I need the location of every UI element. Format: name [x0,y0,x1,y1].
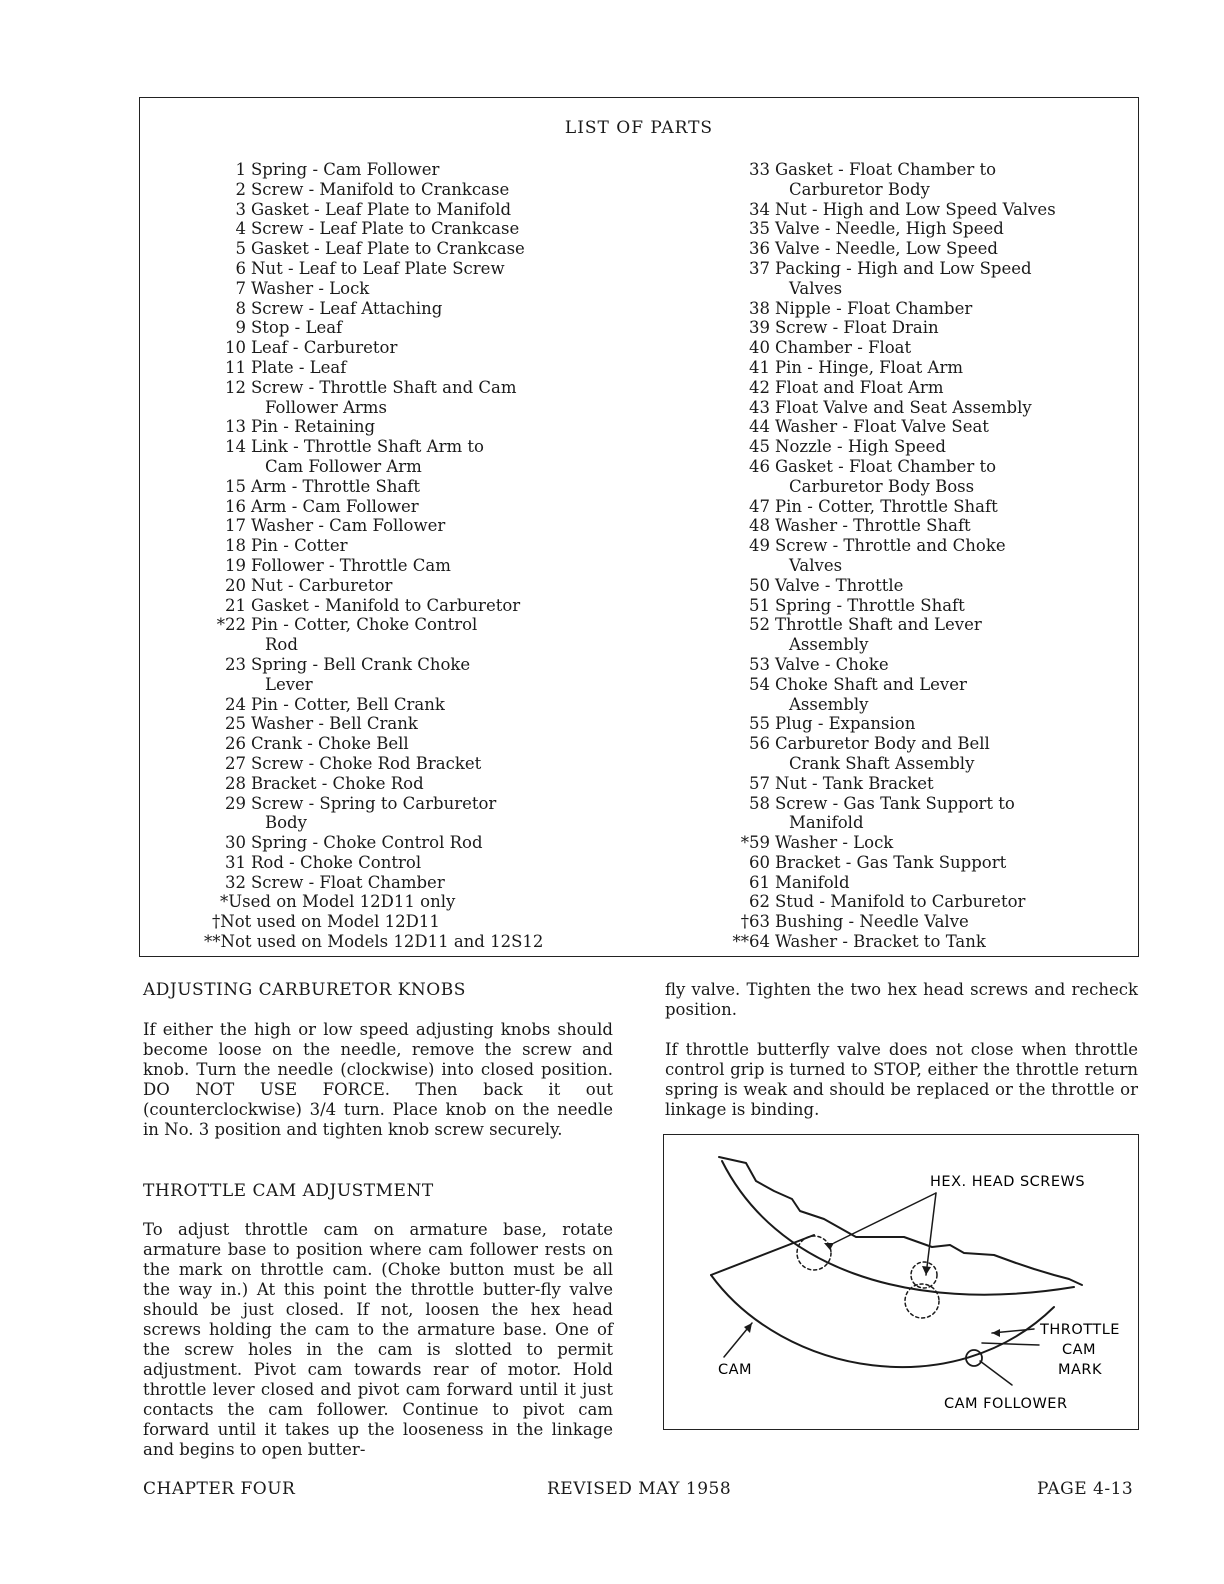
knobs-heading: ADJUSTING CARBURETOR KNOBS [143,980,466,1000]
part-item [198,516,658,536]
cam-paragraph: To adjust throttle cam on armature base, rotate armature base to position where cam follower rests on the mark on throttle cam. (Choke button must be all the way in.) At this point the throttle butter-fly valve should be just closed. If not, loosen the hex head screws holding the cam to the armature base. One of the screw holes in the cam is slotted to permit adjustment. Pivot cam towards rear of motor. Hold throttle lever closed and pivot cam forward until it just contacts the cam follower. Continue to pivot cam forward until it takes up the looseness in the linkage and begins to open butter- [143,1220,613,1459]
hex-screw-2b [905,1284,939,1318]
part-number: †63 [740,912,770,932]
part-description: Valve - Choke [775,654,889,674]
part-description-continued: Follower Arms [265,397,387,417]
part-item [198,853,658,873]
part-item [198,873,658,893]
part-description: Manifold [775,872,850,892]
part-number: 21 [225,595,246,615]
part-description: Washer - Lock [251,278,370,298]
part-item [722,932,1132,952]
part-item [722,833,1132,853]
footer-chapter: CHAPTER FOUR [143,1479,296,1499]
part-description: Screw - Choke Rod Bracket [251,753,482,773]
part-item [722,457,1132,477]
part-number: 40 [749,338,770,358]
part-description-continued: Valves [789,555,843,575]
part-description: Bushing - Needle Valve [775,912,969,932]
part-number: 1 [235,160,246,179]
butterfly-paragraph: If throttle butterfly valve does not close when throttle control grip is turned to STOP, either the throttle return spring is weak and should be replaced or the throttle or linkage is binding. [665,1040,1138,1119]
part-description: Arm - Throttle Shaft [251,476,421,496]
parts-list-box [139,97,1139,957]
part-description: Float Valve and Seat Assembly [775,397,1032,417]
parts-column-left [198,160,658,952]
part-description: Valve - Throttle [775,575,904,595]
part-number: 43 [749,397,770,417]
part-number: 29 [225,793,246,813]
part-description: Gasket - Float Chamber to [775,456,997,476]
part-item [722,596,1132,616]
part-item [722,378,1132,398]
part-description: Pin - Hinge, Float Arm [775,357,964,377]
part-description: Screw - Leaf Attaching [251,298,443,318]
footer-page: PAGE 4-13 [1037,1479,1134,1499]
part-number: 30 [225,833,246,853]
part-description: Throttle Shaft and Lever [775,615,982,635]
part-item [198,576,658,596]
part-number: 55 [749,714,770,734]
part-number: 48 [749,516,770,536]
part-description: Bracket - Gas Tank Support [775,852,1007,872]
parts-column-right [722,160,1132,952]
part-item [198,536,658,556]
part-description: Washer - Cam Follower [251,516,446,536]
part-item [722,160,1132,180]
part-item [198,497,658,517]
part-description: Screw - Spring to Carburetor [251,793,497,813]
part-description: Valve - Needle, Low Speed [775,239,998,259]
part-number: 49 [749,536,770,556]
part-description: Nut - High and Low Speed Valves [775,199,1056,219]
part-item [198,318,658,338]
part-description: Gasket - Float Chamber to [775,160,997,179]
part-number: 14 [225,437,246,457]
part-description: Washer - Throttle Shaft [775,516,971,536]
label-cam-mark-cam: CAM [1062,1342,1097,1358]
part-number: 44 [749,417,770,437]
part-number: 32 [225,872,246,892]
part-item [198,259,658,279]
part-item [198,734,658,754]
part-description-continued: Rod [265,635,298,655]
part-item [722,912,1132,932]
part-description: Crank - Choke Bell [251,734,409,754]
part-description: Pin - Cotter, Choke Control [251,615,478,635]
part-number: 4 [235,219,246,239]
part-description: Choke Shaft and Lever [775,674,967,694]
part-description: Pin - Retaining [251,417,376,437]
part-description: Leaf - Carburetor [251,338,398,358]
part-item [198,794,658,814]
part-item [722,774,1132,794]
part-number: 2 [235,179,246,199]
part-number: 45 [749,437,770,457]
part-number: 16 [225,496,246,516]
part-number: 3 [235,199,246,219]
cam-edge-top [711,1235,814,1275]
part-description-continued: Valves [789,278,843,298]
part-description: Screw - Leaf Plate to Crankcase [251,219,520,239]
label-hex-head-screws: HEX. HEAD SCREWS [930,1174,1086,1190]
part-number: 28 [225,773,246,793]
cam-outer-arc [711,1275,1054,1367]
part-item [198,180,658,200]
part-number: 58 [749,793,770,813]
part-item [198,358,658,378]
part-description: Gasket - Leaf Plate to Manifold [251,199,512,219]
part-number: 35 [749,219,770,239]
part-description-continued: Manifold [789,813,864,833]
part-item [722,299,1132,319]
part-number: 12 [225,377,246,397]
part-item [722,714,1132,734]
cam-diagram-svg [664,1135,1140,1431]
part-item [198,437,658,457]
part-item [198,160,658,180]
part-number: 18 [225,536,246,556]
part-item [722,873,1132,893]
part-description: Screw - Gas Tank Support to [775,793,1015,813]
part-number: 31 [225,852,246,872]
part-number: 23 [225,654,246,674]
part-description: Rod - Choke Control [251,852,422,872]
part-number: 51 [749,595,770,615]
part-description: Washer - Bell Crank [251,714,418,734]
part-number: 10 [225,338,246,358]
part-number: 62 [749,892,770,912]
part-description-continued: Assembly [789,635,869,655]
part-item [198,556,658,576]
part-number: 54 [749,674,770,694]
part-number: 36 [749,239,770,259]
part-item [198,200,658,220]
part-number: 42 [749,377,770,397]
parts-footnote: *Used on Model 12D11 only [220,892,456,912]
throttle-cam-diagram [663,1134,1139,1430]
part-item [722,200,1132,220]
part-description: Washer - Float Valve Seat [775,417,989,437]
part-number: 41 [749,357,770,377]
part-number: 57 [749,773,770,793]
part-item [722,239,1132,259]
part-number: 46 [749,456,770,476]
part-description: Nut - Leaf to Leaf Plate Screw [251,258,505,278]
part-item [722,318,1132,338]
part-number: *59 [740,833,770,853]
part-number: 56 [749,734,770,754]
part-number: 17 [225,516,246,536]
part-item [198,596,658,616]
part-number: 20 [225,575,246,595]
part-description-continued: Carburetor Body [789,179,930,199]
part-item [198,615,658,635]
part-description: Pin - Cotter [251,536,348,556]
knobs-paragraph: If either the high or low speed adjusting knobs should become loose on the needle, remove the screw and knob. Turn the needle (clockwise) into closed position. DO NOT USE FORCE. Then back it out (counterclockwise) 3/4 turn. Place knob on the needle in No. 3 position and tighten knob screw securely. [143,1020,613,1139]
part-description: Pin - Cotter, Bell Crank [251,694,445,714]
part-item [722,437,1132,457]
part-description: Float and Float Arm [775,377,944,397]
part-number: 50 [749,575,770,595]
part-item [198,695,658,715]
part-description: Spring - Bell Crank Choke [251,654,471,674]
part-number: 47 [749,496,770,516]
part-description: Packing - High and Low Speed [775,258,1032,278]
label-cam: CAM [718,1362,753,1378]
part-item [198,239,658,259]
part-description: Screw - Manifold to Crankcase [251,179,510,199]
part-description: Chamber - Float [775,338,912,358]
parts-footnote: **Not used on Models 12D11 and 12S12 [204,932,544,952]
part-number: 27 [225,753,246,773]
part-number: 52 [749,615,770,635]
part-number: 25 [225,714,246,734]
part-item [722,576,1132,596]
part-number: 60 [749,852,770,872]
part-item [722,892,1132,912]
part-item [198,754,658,774]
part-item [722,794,1132,814]
part-description: Valve - Needle, High Speed [775,219,1004,239]
part-description: Screw - Throttle and Choke [775,536,1006,556]
part-item [722,516,1132,536]
part-number: 34 [749,199,770,219]
part-number: 6 [235,258,246,278]
part-number: 15 [225,476,246,496]
part-description: Screw - Float Drain [775,318,939,338]
part-number: **64 [732,932,770,952]
part-description: Plug - Expansion [775,714,916,734]
part-description: Nut - Carburetor [251,575,393,595]
part-item [198,417,658,437]
part-description: Gasket - Leaf Plate to Crankcase [251,239,525,259]
part-item [198,338,658,358]
part-description: Follower - Throttle Cam [251,555,451,575]
part-number: 7 [235,278,246,298]
label-mark: MARK [1058,1362,1103,1378]
part-number: 24 [225,694,246,714]
continued-paragraph: fly valve. Tighten the two hex head screws and recheck position. [665,980,1138,1019]
part-description-continued: Lever [265,674,313,694]
part-item [198,299,658,319]
part-number: 8 [235,298,246,318]
leader-screws-1 [834,1193,936,1243]
part-description: Washer - Lock [775,833,894,853]
part-description: Nut - Tank Bracket [775,773,934,793]
parts-list-title: LIST OF PARTS [564,118,714,138]
part-description: Nozzle - High Speed [775,437,946,457]
part-item [722,655,1132,675]
part-number: 5 [235,239,246,259]
hex-screw-1 [797,1236,831,1270]
part-description-continued: Crank Shaft Assembly [789,753,975,773]
part-item [198,477,658,497]
part-item [722,219,1132,239]
part-item [198,378,658,398]
part-item [198,774,658,794]
part-number: 9 [235,318,246,338]
part-description: Screw - Float Chamber [251,872,445,892]
leader-mark [982,1343,1039,1345]
part-description-continued: Carburetor Body Boss [789,476,975,496]
part-number: 19 [225,555,246,575]
part-description: Spring - Cam Follower [251,160,440,179]
part-description: Gasket - Manifold to Carburetor [251,595,521,615]
part-description: Bracket - Choke Rod [251,773,424,793]
label-cam-follower: CAM FOLLOWER [944,1396,1068,1412]
part-item [722,259,1132,279]
arrow-screws-2 [922,1266,931,1275]
part-description: Carburetor Body and Bell [775,734,990,754]
part-item [722,497,1132,517]
part-item [722,675,1132,695]
arrow-screws-1 [824,1243,834,1250]
part-item [722,417,1132,437]
part-description: Washer - Bracket to Tank [775,932,986,952]
part-number: *22 [216,615,246,635]
leader-screws-2 [926,1193,936,1275]
part-description: Spring - Throttle Shaft [775,595,965,615]
part-item [722,615,1132,635]
part-description: Screw - Throttle Shaft and Cam [251,377,517,397]
part-item [722,734,1132,754]
footer-revised: REVISED MAY 1958 [547,1479,732,1499]
part-number: 38 [749,298,770,318]
part-description: Spring - Choke Control Rod [251,833,483,853]
part-number: 13 [225,417,246,437]
parts-footnote: †Not used on Model 12D11 [212,912,440,932]
part-description: Arm - Cam Follower [251,496,419,516]
part-number: 11 [225,357,246,377]
part-item [722,398,1132,418]
part-item [198,219,658,239]
part-item [198,833,658,853]
part-item [198,655,658,675]
part-item [722,536,1132,556]
part-item [722,358,1132,378]
part-item [198,279,658,299]
part-description-continued: Body [265,813,307,833]
part-item [198,714,658,734]
part-number: 39 [749,318,770,338]
part-description: Nipple - Float Chamber [775,298,973,318]
arrow-mark [992,1329,1000,1337]
label-throttle: THROTTLE [1040,1322,1120,1338]
part-description: Link - Throttle Shaft Arm to [251,437,484,457]
part-description: Plate - Leaf [251,357,347,377]
part-item [722,853,1132,873]
part-description: Stop - Leaf [251,318,343,338]
part-number: 33 [749,160,770,179]
cam-heading: THROTTLE CAM ADJUSTMENT [143,1181,434,1201]
part-item [722,338,1132,358]
part-description: Pin - Cotter, Throttle Shaft [775,496,998,516]
part-number: 53 [749,654,770,674]
part-description: Stud - Manifold to Carburetor [775,892,1026,912]
part-number: 37 [749,258,770,278]
part-description-continued: Assembly [789,694,869,714]
leader-follower [980,1361,1012,1385]
part-description-continued: Cam Follower Arm [265,456,422,476]
part-number: 26 [225,734,246,754]
part-number: 61 [749,872,770,892]
